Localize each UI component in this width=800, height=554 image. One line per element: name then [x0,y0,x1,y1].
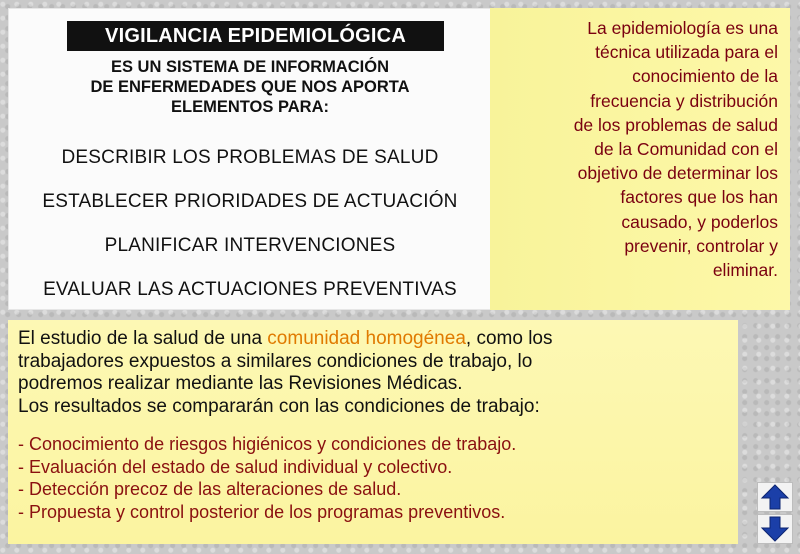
intro-text [29,57,471,117]
list-item: - Conocimiento de riesgos higiénicos y condiciones de trabajo. [18,434,517,454]
list-item: - Detección precoz de las alteraciones de salud. [18,479,402,499]
nav-up-button[interactable] [757,482,793,512]
definition-line: técnica utilizada para el [595,42,778,63]
study-line [18,328,728,351]
definition-text [508,16,778,282]
definition-line: objetivo de determinar los [577,163,778,184]
highlight-term: comunidad homogénea [267,328,466,349]
study-line: trabajadores expuestos a similares condiciones de trabajo, lo [18,350,533,372]
definition-line: conocimiento de la [632,66,778,87]
definition-line: factores que los han [620,187,778,208]
study-line: podremos realizar mediante las Revisiones Médicas. [18,373,463,394]
intro-line: ELEMENTOS PARA: [171,98,329,116]
arrow-up-icon [758,483,792,511]
definition-line: eliminar. [712,260,778,281]
definition-panel [490,8,790,310]
definition-line: de la Comunidad con el [594,139,778,160]
study-line: Los resultados se compararán con las condiciones de trabajo: [18,395,540,417]
definition-line: prevenir, controlar y [624,235,778,256]
goal-item: EVALUAR LAS ACTUACIONES PREVENTIVAS [43,279,457,300]
list-item: - Evaluación del estado de salud individual y colectivo. [18,456,453,477]
nav-down-button[interactable] [757,514,793,544]
definition-line: causado, y poderlos [621,211,778,232]
arrow-down-icon [758,515,792,543]
intro-line: DE ENFERMEDADES QUE NOS APORTA [90,78,410,96]
definition-line: de los problemas de salud [573,114,778,135]
left-panel [8,8,492,310]
page-title: VIGILANCIA EPIDEMIOLÓGICA [67,21,444,51]
goal-item: ESTABLECER PRIORIDADES DE ACTUACIÓN [42,191,458,212]
study-text: , como los [465,328,553,349]
intro-line: ES UN SISTEMA DE INFORMACIÓN [110,58,390,76]
results-list [18,433,728,523]
study-paragraph [18,328,728,418]
goal-item: DESCRIBIR LOS PROBLEMAS DE SALUD [61,147,439,168]
definition-line: La epidemiología es una [587,18,778,38]
definition-line: frecuencia y distribución [590,90,778,111]
study-panel [8,320,738,544]
study-text: El estudio de la salud de una [18,328,268,349]
goal-item: PLANIFICAR INTERVENCIONES [104,235,396,256]
list-item: - Propuesta y control posterior de los programas preventivos. [18,501,506,522]
